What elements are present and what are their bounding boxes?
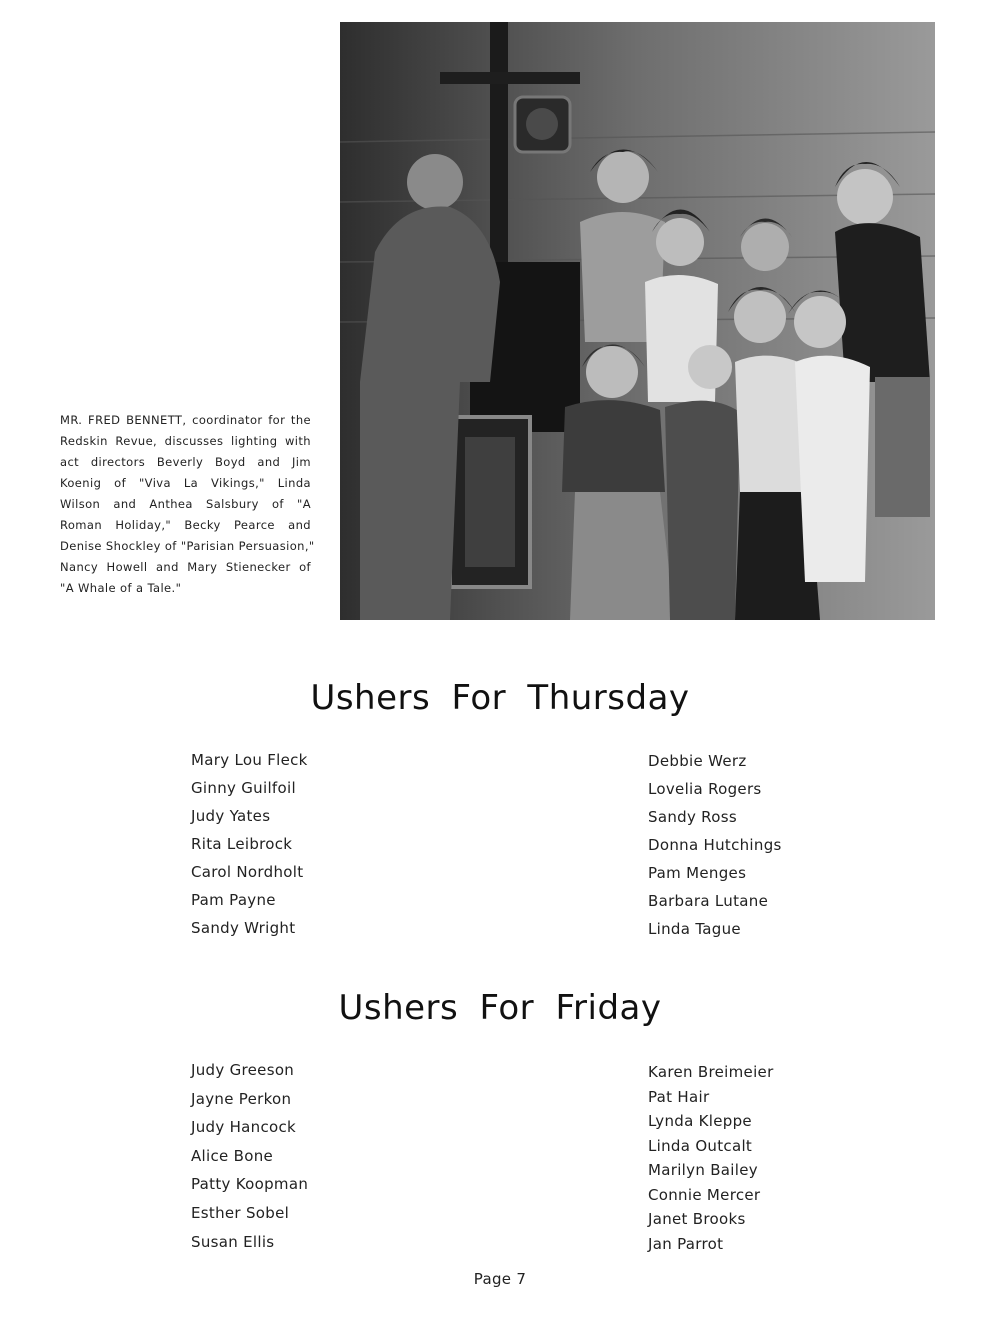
usher-name: Sandy Ross [648,808,737,826]
usher-name: Debbie Werz [648,752,747,770]
caption-line: "A Whale of a Tale." [60,581,182,595]
caption-line: MR. FRED BENNETT, coordinator for the [60,413,311,427]
caption-line: Denise Shockley of "Parisian Persuasion," [60,539,315,553]
usher-name: Pam Menges [648,864,747,882]
usher-name: Esther Sobel [191,1203,290,1222]
thursday-heading: Ushers For Thursday [310,678,690,718]
usher-name: Patty Koopman [191,1175,309,1194]
usher-name: Alice Bone [191,1146,274,1165]
usher-name: Carol Nordholt [191,863,304,881]
usher-name: Lynda Kleppe [648,1112,752,1130]
thursday-ushers-right [648,747,782,943]
usher-name: Linda Tague [648,920,741,938]
usher-name: Marilyn Bailey [648,1161,758,1179]
photo-caption [60,410,315,599]
usher-name: Connie Mercer [648,1185,761,1204]
caption-line: Wilson and Anthea Salsbury of "A [60,497,311,511]
usher-name: Pat Hair [648,1087,710,1106]
caption-line: Roman Holiday," Becky Pearce and [60,518,311,532]
usher-name: Jayne Perkon [191,1089,292,1108]
caption-line: act directors Beverly Boyd and Jim [60,455,311,469]
usher-name: Jan Parrot [648,1234,724,1253]
page-number: Page 7 [473,1270,527,1288]
usher-name: Lovelia Rogers [648,780,762,798]
friday-ushers-left [191,1056,308,1256]
group-photo [340,22,935,620]
usher-name: Pam Payne [191,891,276,909]
caption-line: Redskin Revue, discusses lighting with [60,434,311,448]
usher-name: Sandy Wright [191,919,296,937]
caption-line: Nancy Howell and Mary Stienecker of [60,560,311,574]
caption-line: Koenig of "Viva La Vikings," Linda [60,476,311,490]
usher-name: Karen Breimeier [648,1063,774,1081]
usher-name: Barbara Lutane [648,892,769,910]
usher-name: Ginny Guilfoil [191,779,296,797]
usher-name: Linda Outcalt [648,1136,753,1155]
usher-name: Judy Greeson [191,1061,295,1079]
usher-name: Judy Yates [191,807,271,825]
usher-name: Rita Leibrock [191,835,293,853]
usher-name: Janet Brooks [648,1210,746,1228]
usher-name: Mary Lou Fleck [191,751,308,769]
usher-name: Donna Hutchings [648,836,782,854]
friday-heading: Ushers For Friday [338,988,662,1028]
usher-name: Judy Hancock [191,1118,297,1137]
usher-name: Susan Ellis [191,1232,275,1251]
photo-icon [340,22,935,620]
thursday-ushers-left [191,746,308,942]
friday-ushers-right [648,1060,774,1256]
